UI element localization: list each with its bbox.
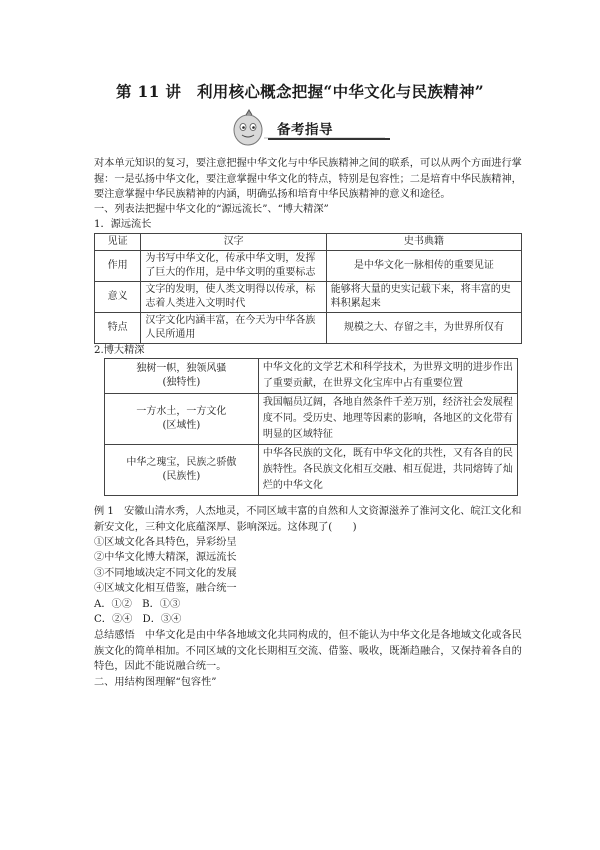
example-option: ②中华文化博大精深，源远流长 [94,552,237,563]
table-cell: 汉字文化内涵丰富，在今天为中华各族人民所通用 [141,313,326,344]
table-cell-left [105,394,259,445]
example-option: ④区域文化相互借鉴，融合统一 [94,583,237,594]
table-cell: 为书写中华文化，传承中华文明，发挥了巨大的作用，是中华文明的重要标志 [141,251,326,282]
table-cell: 是中华文化一脉相传的重要见证 [326,251,521,282]
table-row [95,251,522,282]
table-cell: 意义 [95,282,141,313]
table-row [105,445,518,496]
table-cell: 规模之大、存留之丰，为世界所仅有 [326,313,521,344]
table-row [105,359,518,394]
section-heading-1: 一、列表法把握中华文化的“源远流长”、“博大精深” [94,204,329,215]
table-cell: 特点 [95,313,141,344]
intro-paragraph: 对本单元知识的复习，要注意把握中华文化与中华民族精神之间的联系，可以从两个方面进行掌握：一是弘扬中华文化，要注意掌握中华文化的特点，特别是包容性；二是培育中华民族精神，要注意掌握中华民族精神的内涵，明确弘扬和培育中华民族精神的意义和途径。 [94,158,522,200]
table-origins [94,233,522,344]
table-row [95,313,522,344]
page-title: 第 11 讲 利用核心概念把握“中华文化与民族精神” [116,82,484,101]
table-cell: 作用 [95,251,141,282]
table-cell: 中华文化的文学艺术和科学技术，为世界文明的进步作出了重要贡献，在世界文化宝库中占有重要位置 [258,359,517,394]
table-cell: 中华各民族的文化，既有中华文化的共性，又有各自的民族特性。各民族文化相互交融、相互促进，共同熔铸了灿烂的中华文化 [258,445,517,496]
example-choices: C．②④ D．③④ [94,614,182,625]
table-cell-left [105,359,259,394]
example-stem: 例 1 安徽山清水秀，人杰地灵，不同区域丰富的自然和人文资源滋养了淮河文化、皖江文化和新安文化，三种文化底蕴深厚、影响深远。这体现了( ) [94,506,522,533]
trait-title: 中华之瑰宝，民族之骄傲 [126,457,237,468]
section-heading-2: 二、用结构图理解“包容性” [94,677,217,688]
subheading-1: 1．源远流长 [94,219,152,230]
table-breadth [104,358,518,496]
table-header-cell: 见证 [95,234,141,251]
table-cell: 我国幅员辽阔，各地自然条件千差万别，经济社会发展程度不同。受历史、地理等因素的影响，各地区的文化带有明显的区域特征 [258,394,517,445]
table-row [95,282,522,313]
table-cell-left [105,445,259,496]
trait-title: 独树一帜，独领风骚 [136,363,227,374]
trait-tag: (独特性) [162,377,201,388]
example-option: ③不同地域决定不同文化的发展 [94,568,237,579]
table-header-row [95,234,522,251]
banner-underline [268,138,390,140]
trait-tag: (民族性) [162,471,201,482]
example-choices: A．①② B．①③ [94,599,181,610]
trait-title: 一方水土，一方文化 [136,406,227,417]
example-option: ①区域文化各具特色，异彩纷呈 [94,537,237,548]
table-cell: 文字的发明，使人类文明得以传承，标志着人类进入文明时代 [141,282,326,313]
trait-tag: (区域性) [162,420,201,431]
table-cell: 能够将大量的史实记载下来，将丰富的史料积累起来 [326,282,521,313]
subheading-2: 2.博大精深 [94,345,145,356]
table-header-cell: 史书典籍 [326,234,521,251]
summary-paragraph: 总结感悟 中华文化是由中华各地域文化共同构成的，但不能认为中华文化是各地域文化或各民族文化的简单相加。不同区域的文化长期相互交流、借鉴、吸收，既渐趋融合，又保持着各自的特色，因此不能说融合统一。 [94,630,522,672]
banner-label: 备考指导 [277,122,333,138]
mascot-icon [234,110,262,145]
table-header-cell: 汉字 [141,234,326,251]
table-row [105,394,518,445]
